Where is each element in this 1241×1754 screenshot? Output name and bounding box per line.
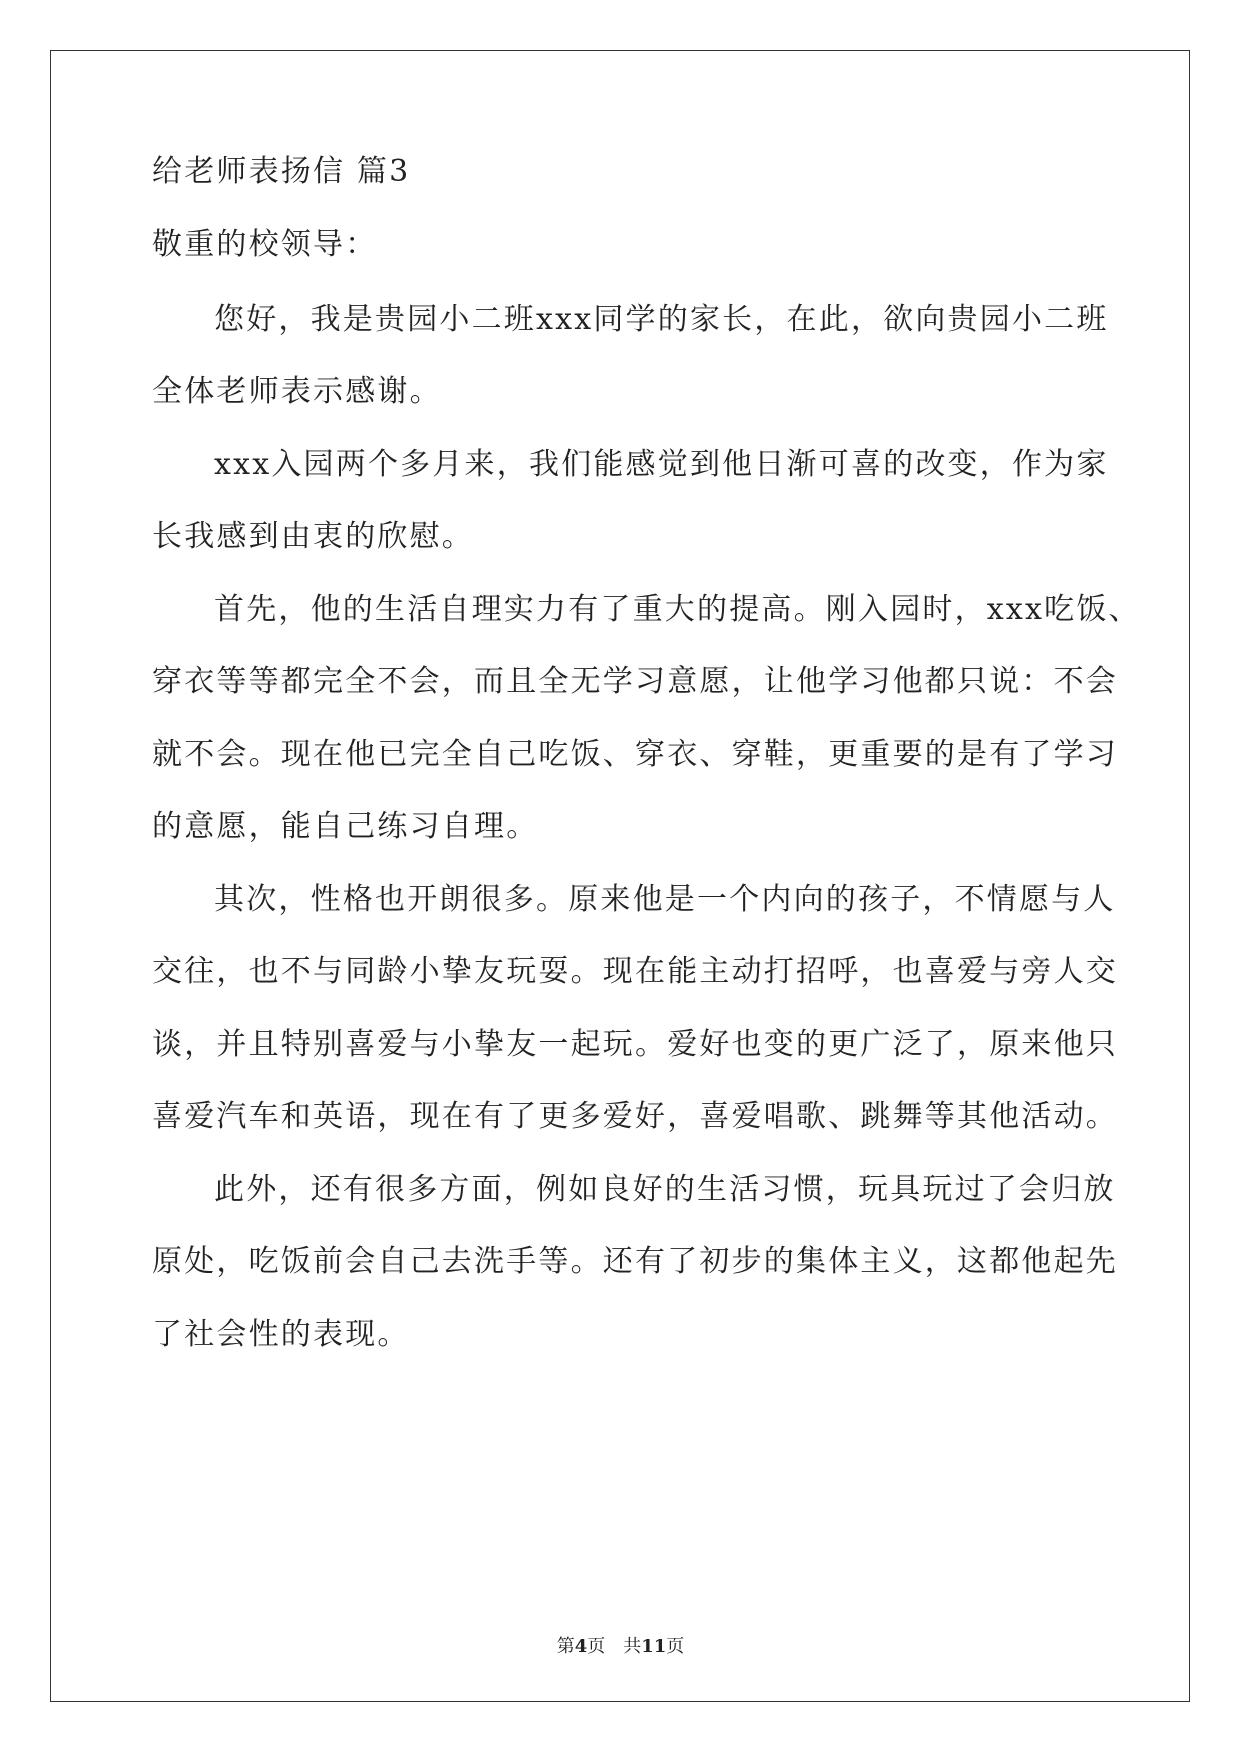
total-page-number: 11 — [641, 1636, 667, 1657]
document-title: 给老师表扬信 篇3 — [152, 154, 411, 189]
paragraph-line: 喜爱汽车和英语，现在有了更多爱好，喜爱唱歌、跳舞等其他活动。 — [152, 1099, 1118, 1134]
paragraph-line: 此外，还有很多方面，例如良好的生活习惯，玩具玩过了会归放 — [214, 1172, 1116, 1207]
paragraph-line: 其次，性格也开朗很多。原来他是一个内向的孩子，不情愿与人 — [214, 882, 1116, 917]
paragraph-line: 穿衣等等都完全不会，而且全无学习意愿，让他学习他都只说：不会 — [152, 664, 1118, 699]
paragraph-line: 首先，他的生活自理实力有了重大的提高。刚入园时，xxx吃饭、 — [214, 592, 1141, 627]
paragraph-line: 谈，并且特别喜爱与小挚友一起玩。爱好也变的更广泛了，原来他只 — [152, 1027, 1118, 1062]
paragraph-line: 长我感到由衷的欣慰。 — [152, 519, 474, 554]
page-prefix: 第 — [556, 1636, 575, 1657]
page-number-footer — [0, 1635, 1241, 1659]
paragraph-line: 您好，我是贵园小二班xxx同学的家长，在此，欲向贵园小二班 — [214, 302, 1109, 337]
page-suffix: 页 — [666, 1636, 685, 1657]
paragraph-line: xxx入园两个多月来，我们能感觉到他日渐可喜的改变，作为家 — [214, 447, 1109, 482]
salutation: 敬重的校领导： — [152, 227, 378, 262]
paragraph-line: 全体老师表示感谢。 — [152, 374, 442, 409]
paragraph-line: 原处，吃饭前会自己去洗手等。还有了初步的集体主义，这都他起先 — [152, 1244, 1118, 1279]
paragraph-line: 交往，也不与同龄小挚友玩耍。现在能主动打招呼，也喜爱与旁人交 — [152, 954, 1118, 989]
page-mid: 页 共 — [587, 1636, 642, 1657]
paragraph-line: 就不会。现在他已完全自己吃饭、穿衣、穿鞋，更重要的是有了学习 — [152, 737, 1118, 772]
current-page-number: 4 — [574, 1636, 588, 1657]
paragraph-line: 了社会性的表现。 — [152, 1317, 410, 1352]
page-border — [50, 50, 1190, 1702]
paragraph-line: 的意愿，能自己练习自理。 — [152, 809, 539, 844]
